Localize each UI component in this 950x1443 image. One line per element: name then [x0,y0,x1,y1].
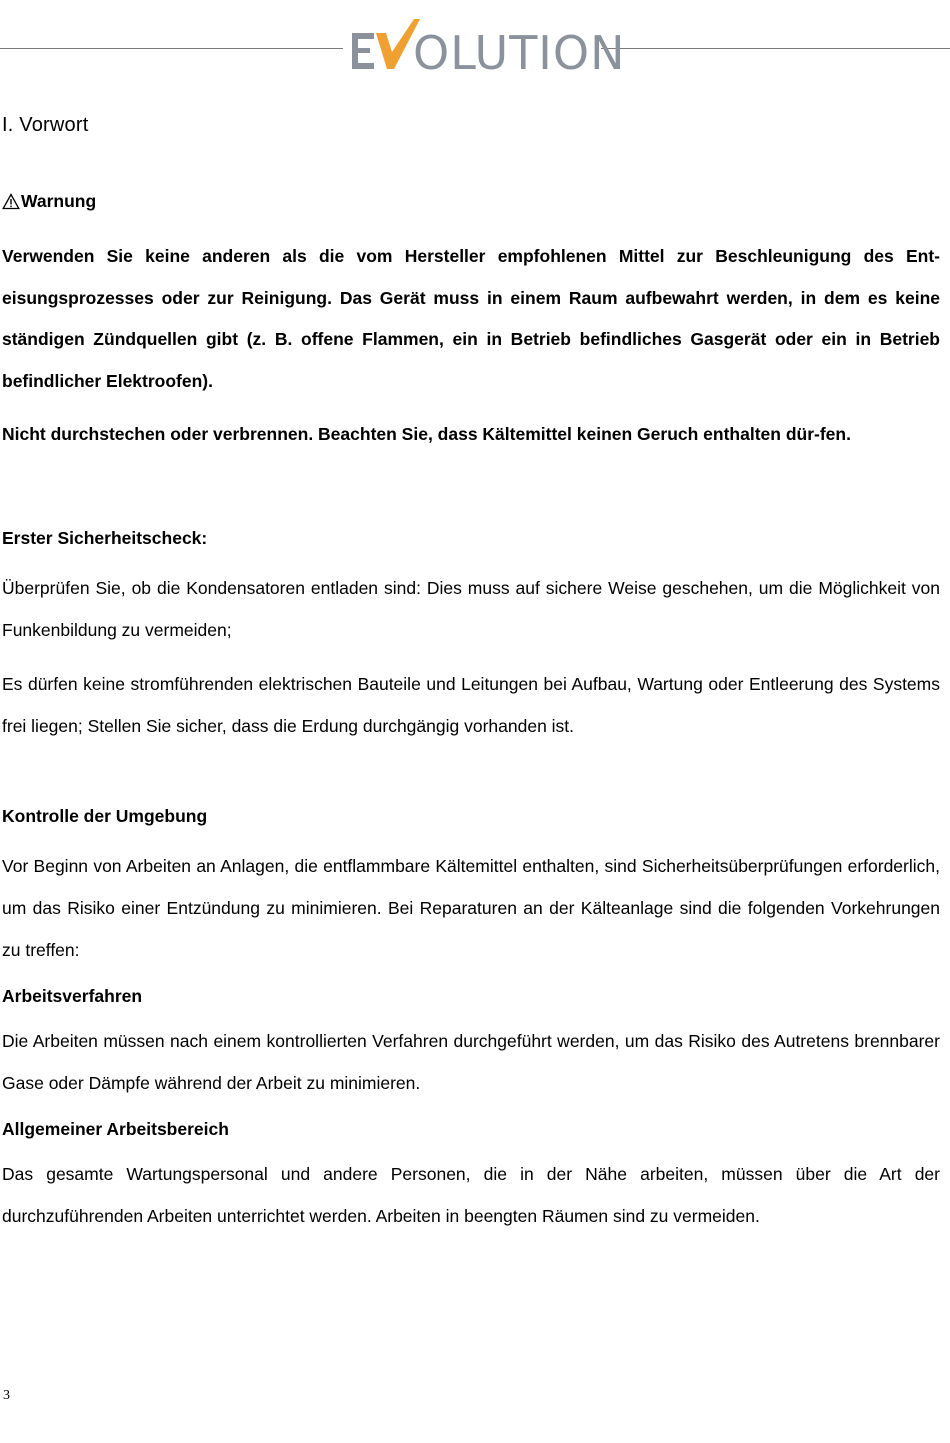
work-area-heading: Allgemeiner Arbeitsbereich [2,1119,229,1139]
procedure-heading: Arbeitsverfahren [2,986,143,1006]
procedure-paragraph: Die Arbeiten müssen nach einem kontrollierten Verfahren durchgeführt werden, um das Risiko des Autretens brennbarer Gase oder Dämpfe während der Arbeit zu minimieren. [2,1031,940,1093]
safety-check-paragraph-1: Überprüfen Sie, ob die Kondensatoren entladen sind: Dies muss auf sichere Weise geschehen, um die Möglichkeit von Funkenbildung zu vermeiden; [2,578,940,640]
page-number: 3 [3,1388,10,1403]
warning-label: Warnung [21,191,97,211]
environment-heading: Kontrolle der Umgebung [2,806,208,826]
header-rule-left [0,48,343,49]
safety-check-heading: Erster Sicherheitscheck: [2,528,208,548]
page-header [0,16,950,80]
safety-check-paragraph-2: Es dürfen keine stromführenden elektrischen Bauteile und Leitungen bei Aufbau, Wartung oder Entleerung des Systems frei liegen; Stellen Sie sicher, dass die Erdung durchgängig vorhanden ist. [2,674,940,736]
section-title: I. Vorwort [2,114,89,136]
environment-paragraph: Vor Beginn von Arbeiten an Anlagen, die entflammbare Kältemittel enthalten, sind Sicherheitsüberprüfungen erforderlich, um das Risiko einer Entzündung zu minimieren. Bei Reparaturen an der Kälteanlage sind die folgenden Vorkehrungen zu treffen: [2,856,940,960]
warning-paragraph-1: Verwenden Sie keine anderen als die vom Hersteller empfohlenen Mittel zur Beschleunigung des Ent-eisungsprozesses oder zur Reinigung. Das Gerät muss in einem Raum aufbewahrt werden, in dem es keine ständigen Zündquellen gibt (z. B. offene Flammen, ein in Betrieb befindliches Gasgerät oder ein in Betrieb befindlicher Elektroofen). [2,246,940,391]
svg-text:OLUTION: OLUTION [413,26,626,80]
warning-paragraph-2: Nicht durchstechen oder verbrennen. Beachten Sie, dass Kältemittel keinen Geruch enthalten dür-fen. [2,424,851,444]
evolution-logo [347,16,626,80]
header-rule-right [601,48,950,49]
warning-triangle-icon [2,193,20,210]
warning-heading [2,191,96,212]
work-area-paragraph: Das gesamte Wartungspersonal und andere Personen, die in der Nähe arbeiten, müssen über die Art der durchzuführenden Arbeiten unterrichtet werden. Arbeiten in beengten Räumen sind zu vermeiden. [2,1164,940,1226]
